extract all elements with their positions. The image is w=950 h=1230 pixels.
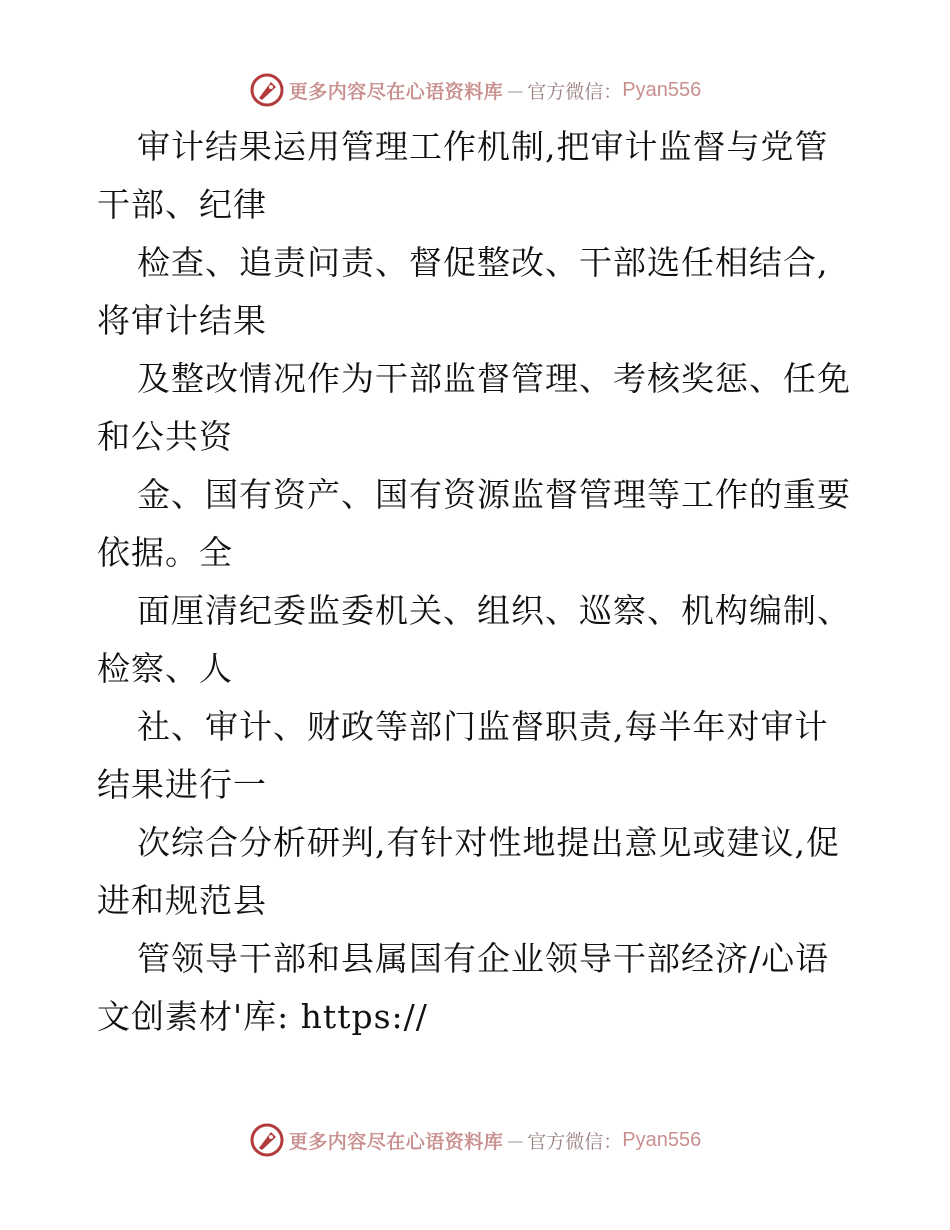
footer-title: 更多内容尽在心语资料库 [288, 1130, 504, 1153]
header-wechat-label: 官方微信： [527, 80, 623, 103]
text-block-3 [97, 350, 867, 466]
text-line: 将审计结果 [97, 301, 267, 340]
text-line: 干部、纪律 [97, 185, 267, 224]
text-line: 文创素材'库: https:// [97, 997, 428, 1036]
footer-wechat-label: 官方微信： [527, 1130, 623, 1153]
header-separator: — [507, 80, 524, 100]
pen-nib-logo-icon [249, 1122, 285, 1158]
footer-separator: — [507, 1130, 524, 1150]
footer-wechat-id: Pyan556 [622, 1128, 702, 1151]
text-line: 检查、追责问责、督促整改、干部选任相结合, [137, 243, 829, 282]
header-wechat-id: Pyan556 [622, 78, 702, 101]
text-line: 检察、人 [97, 649, 233, 688]
text-line: 社、审计、财政等部门监督职责,每半年对审计 [137, 707, 829, 746]
text-block-7 [97, 814, 867, 930]
header-banner [0, 70, 950, 110]
text-line: 及整改情况作为干部监督管理、考核奖惩、任免 [137, 359, 851, 398]
text-block-5 [97, 582, 867, 698]
text-line: 和公共资 [97, 417, 233, 456]
text-line: 进和规范县 [97, 881, 267, 920]
text-block-1 [97, 118, 867, 234]
text-line: 依据。全 [97, 533, 233, 572]
text-line: 次综合分析研判,有针对性地提出意见或建议,促 [137, 823, 840, 862]
text-line: 管领导干部和县属国有企业领导干部经济/心语 [137, 939, 830, 978]
footer-banner [0, 1120, 950, 1160]
text-line: 审计结果运用管理工作机制,把审计监督与党管 [137, 127, 829, 166]
document-body [97, 118, 867, 1046]
header-title: 更多内容尽在心语资料库 [288, 80, 504, 103]
text-block-8 [97, 930, 867, 1046]
pen-nib-logo-icon [249, 72, 285, 108]
text-block-2 [97, 234, 867, 350]
text-line: 金、国有资产、国有资源监督管理等工作的重要 [137, 475, 851, 514]
text-line: 面厘清纪委监委机关、组织、巡察、机构编制、 [137, 591, 851, 630]
text-block-6 [97, 698, 867, 814]
text-block-4 [97, 466, 867, 582]
text-line: 结果进行一 [97, 765, 267, 804]
